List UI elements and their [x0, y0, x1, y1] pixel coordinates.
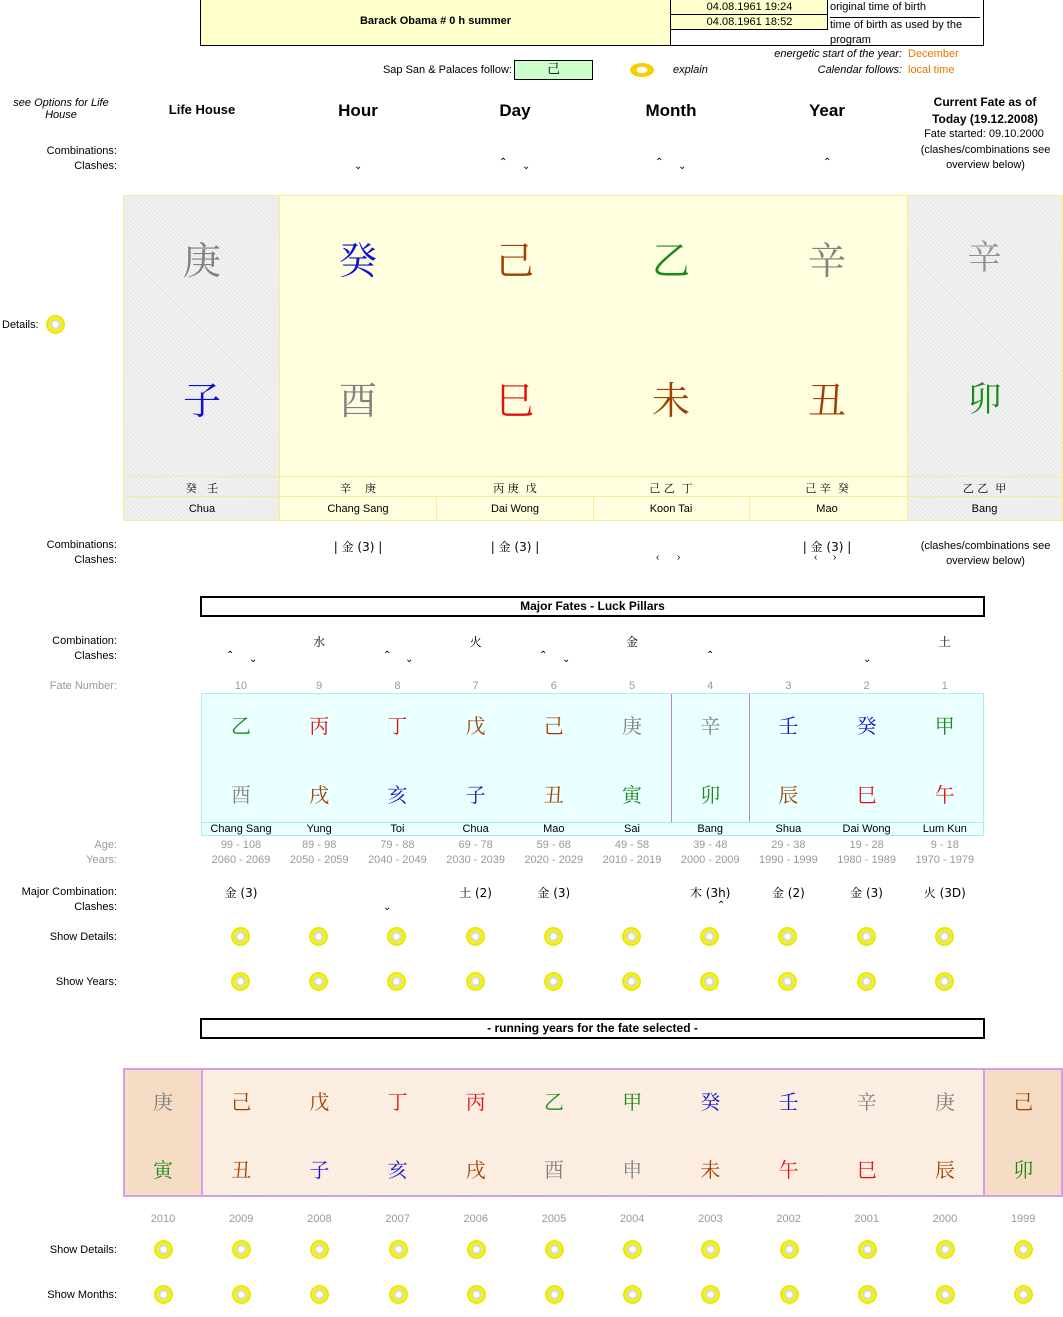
hidden-stems-year: 己 辛 癸 [805, 482, 849, 495]
combinations-label-top: Combinations: [46, 145, 117, 157]
fate-major-combination: 金 (3) [537, 886, 571, 900]
fate-started: Fate started: 09.10.2000 [924, 128, 1044, 140]
run-show-months-radio[interactable] [858, 1285, 877, 1304]
fate-number: 7 [472, 680, 479, 692]
fate-palace: Chua [462, 823, 489, 835]
palace-year: Mao [816, 503, 838, 515]
palace-hour: Chang Sang [327, 503, 389, 515]
show-years-radio[interactable] [466, 972, 485, 991]
fate-years: 2050 - 2059 [289, 854, 349, 866]
hidden-stems-current-fate: 乙 乙 甲 [962, 482, 1007, 495]
major-fates-title: Major Fates - Luck Pillars [200, 596, 985, 617]
fate-major-combination: 火 (3D) [923, 886, 966, 900]
fate-branch: 丑 [543, 783, 564, 807]
show-details-radio[interactable] [309, 927, 328, 946]
fate-years: 1980 - 1989 [837, 854, 896, 866]
combo-year: | 金 (3) | [802, 540, 852, 554]
clash-arrow-down: ⌄ [522, 161, 531, 172]
stem-day: 己 [495, 239, 534, 283]
fate-palace: Lum Kun [922, 823, 967, 835]
running-year-stem: 庚 [935, 1090, 955, 1114]
current-fate-title: Current Fate as of Today (19.12.2008) [932, 95, 1038, 126]
running-year-label: 2009 [228, 1213, 254, 1225]
clash-arrow-left: ‹ [656, 552, 660, 563]
clashes-label-top: Clashes: [74, 160, 117, 172]
fate-branch: 巳 [856, 783, 877, 807]
fate-years: 2000 - 2009 [680, 854, 740, 866]
pillar-title-day: Day [499, 101, 531, 120]
hidden-stems-life-house: 癸 壬 [185, 482, 219, 495]
fate-years-label: Years: [86, 854, 117, 866]
fate-age: 39 - 48 [693, 839, 728, 851]
show-years-radio[interactable] [700, 972, 719, 991]
fate-palace: Bang [697, 823, 724, 835]
fate-palace: Mao [543, 823, 565, 835]
running-year-stem: 己 [1013, 1090, 1034, 1114]
fate-clash-arrow-up: ⌃ [226, 650, 235, 661]
life-house-options-link[interactable]: see Options for Life House [13, 97, 109, 121]
branch-year: 丑 [807, 379, 846, 423]
fate-stem: 丁 [387, 714, 408, 738]
fate-branch: 亥 [387, 783, 408, 807]
clash-arrow-up: ⌃ [655, 157, 664, 168]
combo-hour: | 金 (3) | [333, 540, 383, 554]
run-show-months-radio[interactable] [623, 1285, 642, 1304]
show-details-label: Show Details: [49, 931, 117, 943]
fate-stem: 乙 [231, 714, 251, 738]
fate-clash-arrow-up: ⌃ [706, 650, 715, 661]
fate-branch: 卯 [700, 783, 721, 807]
run-show-details-radio[interactable] [936, 1240, 955, 1259]
fate-branch: 戌 [309, 783, 330, 807]
clash-arrow-right: › [677, 552, 681, 563]
running-year-branch: 子 [309, 1158, 330, 1182]
run-show-details-radio[interactable] [467, 1240, 486, 1259]
fate-major-combination: 木 (3h) [689, 886, 731, 900]
fate-age: 99 - 108 [220, 839, 262, 851]
pillar-title-life-house: Life House [168, 102, 236, 117]
fate-palace: Yung [306, 823, 332, 835]
show-details-radio[interactable] [544, 927, 563, 946]
stem-life-house: 庚 [182, 239, 221, 283]
sapsan-label: Sap San & Palaces follow: [382, 64, 512, 76]
branch-month: 未 [651, 379, 690, 423]
fate-number: 3 [785, 680, 792, 692]
running-year-branch: 酉 [544, 1158, 564, 1182]
fate-combination-label: Combination: [52, 635, 117, 647]
branch-current-fate: 卯 [967, 380, 1002, 420]
hidden-stems-day: 丙 庚 戊 [493, 482, 537, 495]
fate-age-label: Age: [94, 839, 117, 851]
clash-arrow-down: ⌄ [678, 161, 687, 172]
run-show-months-label: Show Months: [47, 1289, 117, 1301]
fate-years: 2060 - 2069 [211, 854, 271, 866]
fate-major-combination: 金 (3) [850, 886, 883, 900]
show-years-label: Show Years: [55, 976, 117, 988]
fate-number: 4 [707, 680, 714, 692]
fate-years: 1990 - 1999 [759, 854, 818, 866]
fate-age: 29 - 38 [771, 839, 806, 851]
run-show-details-radio[interactable] [389, 1240, 408, 1259]
fate-age: 49 - 58 [614, 839, 650, 851]
running-year-stem: 丙 [465, 1090, 486, 1114]
running-year-branch: 申 [622, 1158, 643, 1182]
show-years-radio[interactable] [231, 972, 250, 991]
run-show-months-radio[interactable] [1014, 1285, 1033, 1304]
run-show-months-radio[interactable] [310, 1285, 329, 1304]
details-label: Details: [2, 319, 39, 331]
show-years-radio[interactable] [387, 972, 406, 991]
run-show-details-radio[interactable] [545, 1240, 564, 1259]
fate-palace: Dai Wong [842, 823, 891, 835]
running-year-branch: 午 [778, 1158, 799, 1182]
running-year-label: 2004 [619, 1213, 645, 1225]
fate-number-label: Fate Number: [49, 680, 117, 692]
run-show-months-radio[interactable] [545, 1285, 564, 1304]
running-year-label: 2000 [932, 1213, 958, 1225]
stem-hour: 癸 [338, 239, 377, 283]
fate-branch: 寅 [622, 783, 642, 807]
fate-clash-arrow-down: ⌄ [249, 654, 258, 665]
fate-number: 8 [394, 680, 401, 692]
calendar-value: local time [908, 64, 955, 76]
combo-day: | 金 (3) | [490, 540, 540, 554]
fate-stem: 甲 [934, 714, 955, 738]
fate-age: 69 - 78 [458, 839, 493, 851]
clashes-label-bottom: Clashes: [74, 554, 117, 566]
running-year-label: 2001 [854, 1213, 880, 1225]
fate-stem: 庚 [622, 714, 642, 738]
fate-major-combination: 金 (2) [771, 886, 805, 900]
branch-day: 巳 [495, 379, 534, 423]
fate-years: 1970 - 1979 [915, 854, 975, 866]
sapsan-select[interactable]: 己 [514, 60, 593, 80]
palace-day: Dai Wong [490, 503, 540, 515]
fate-palace: Shua [775, 823, 802, 835]
clash-arrow-left: ‹ [814, 552, 818, 563]
fate-branch: 午 [934, 783, 955, 807]
overview-note-bottom: (clashes/combinations see overview below) [920, 540, 1051, 567]
running-year-branch: 卯 [1013, 1158, 1034, 1182]
fate-branch: 辰 [778, 783, 799, 807]
palace-current-fate: Bang [971, 503, 998, 515]
fate-age: 59 - 68 [536, 839, 571, 851]
stem-current-fate: 辛 [967, 238, 1002, 278]
running-year-branch: 寅 [153, 1158, 173, 1182]
run-show-details-radio[interactable] [232, 1240, 251, 1259]
fate-element: 金 [625, 635, 638, 649]
show-details-radio[interactable] [622, 927, 641, 946]
fate-palace: Chang Sang [210, 823, 272, 835]
fate-clash-arrow-down: ⌄ [405, 654, 414, 665]
explain-button[interactable] [630, 63, 654, 77]
branch-life-house: 子 [182, 379, 221, 423]
running-year-label: 2010 [150, 1213, 176, 1225]
explain-label: explain [673, 64, 708, 76]
run-show-months-radio[interactable] [232, 1285, 251, 1304]
running-year-stem: 己 [231, 1090, 252, 1114]
fate-clash-arrow-up: ⌃ [383, 650, 392, 661]
run-show-details-radio[interactable] [154, 1240, 173, 1259]
branch-hour: 酉 [338, 379, 377, 423]
pillar-title-year: Year [809, 101, 845, 120]
running-year-branch: 辰 [935, 1158, 955, 1182]
fate-clashes-label: Clashes: [74, 650, 117, 662]
major-clash-arrow-up: ⌃ [717, 900, 726, 911]
fate-years: 2040 - 2049 [368, 854, 427, 866]
run-show-details-radio[interactable] [701, 1240, 720, 1259]
pillar-title-hour: Hour [338, 101, 378, 120]
major-clashes-label: Clashes: [74, 901, 117, 913]
time2-value: 04.08.1961 18:52 [706, 16, 793, 28]
fate-clash-arrow-down: ⌄ [562, 654, 571, 665]
show-years-radio[interactable] [544, 972, 563, 991]
clash-arrow-right: › [833, 552, 837, 563]
clash-arrow-up: ⌃ [499, 157, 508, 168]
run-show-months-radio[interactable] [154, 1285, 173, 1304]
show-years-radio[interactable] [857, 972, 876, 991]
stem-month: 乙 [651, 239, 690, 283]
run-show-details-radio[interactable] [780, 1240, 799, 1259]
fate-years: 2030 - 2039 [446, 854, 505, 866]
show-years-radio[interactable] [778, 972, 797, 991]
run-show-details-radio[interactable] [1014, 1240, 1033, 1259]
running-year-label: 1999 [1010, 1213, 1036, 1225]
running-year-label: 2006 [463, 1213, 489, 1225]
person-name: Barack Obama # 0 h summer [359, 15, 512, 27]
fate-element: 火 [469, 635, 482, 649]
running-year-branch: 未 [700, 1158, 721, 1182]
hidden-stems-hour: 辛 庚 [340, 482, 376, 495]
run-show-details-radio[interactable] [623, 1240, 642, 1259]
fate-age: 9 - 18 [930, 839, 959, 851]
running-year-stem: 壬 [778, 1090, 799, 1114]
fate-stem: 癸 [856, 714, 877, 738]
fate-branch: 子 [465, 783, 486, 807]
show-years-radio[interactable] [309, 972, 328, 991]
fate-stem: 戊 [465, 714, 486, 738]
show-years-radio[interactable] [622, 972, 641, 991]
major-combination-label: Major Combination: [21, 886, 117, 898]
running-year-stem: 庚 [153, 1090, 173, 1114]
fate-age: 79 - 88 [380, 839, 415, 851]
running-year-stem: 乙 [544, 1090, 564, 1114]
run-show-details-radio[interactable] [310, 1240, 329, 1259]
running-year-branch: 亥 [387, 1158, 408, 1182]
clash-arrow-down: ⌄ [354, 161, 363, 172]
run-show-months-radio[interactable] [780, 1285, 799, 1304]
running-year-branch: 巳 [856, 1158, 877, 1182]
palace-month: Koon Tai [649, 503, 693, 515]
running-year-stem: 辛 [856, 1090, 877, 1114]
running-year-stem: 戊 [309, 1090, 330, 1114]
show-details-radio[interactable] [387, 927, 406, 946]
fate-number: 1 [941, 680, 948, 692]
clash-arrow-up: ⌃ [823, 157, 832, 168]
fate-number: 5 [628, 680, 636, 692]
fate-stem: 壬 [778, 714, 799, 738]
major-clash-arrow-down: ⌄ [383, 902, 392, 913]
fate-clash-arrow-up: ⌃ [539, 650, 548, 661]
running-years-title: - running years for the fate selected - [200, 1018, 985, 1039]
show-details-radio[interactable] [700, 927, 719, 946]
palace-life-house: Chua [188, 503, 216, 515]
fate-age: 19 - 28 [849, 839, 884, 851]
fate-major-combination: 金 (3) [224, 886, 258, 900]
running-year-stem: 癸 [700, 1090, 721, 1114]
running-year-label: 2008 [307, 1213, 332, 1225]
fate-element: 土 [938, 635, 951, 649]
fate-element: 水 [313, 635, 326, 649]
running-year-stem: 丁 [387, 1090, 408, 1114]
running-year-stem: 甲 [622, 1090, 643, 1114]
calendar-label: Calendar follows: [817, 64, 902, 76]
details-radio[interactable] [46, 315, 65, 334]
fate-number: 6 [550, 680, 557, 692]
fate-stem: 己 [543, 714, 564, 738]
running-year-label: 2003 [698, 1213, 723, 1225]
hidden-stems-month: 己 乙 丁 [649, 482, 693, 495]
running-year-label: 2002 [776, 1213, 801, 1225]
energetic-value: December [908, 48, 959, 60]
time1-label: original time of birth [830, 1, 926, 13]
running-year-label: 2005 [541, 1213, 567, 1225]
time2-label: time of birth as used by the program [830, 17, 980, 48]
fate-major-combination: 土 (2) [459, 886, 492, 900]
stem-year: 辛 [807, 239, 846, 283]
running-year-branch: 丑 [231, 1158, 252, 1182]
fate-branch: 酉 [231, 783, 251, 807]
show-details-radio[interactable] [778, 927, 797, 946]
show-details-radio[interactable] [231, 927, 250, 946]
run-show-months-radio[interactable] [389, 1285, 408, 1304]
fate-stem: 丙 [309, 714, 330, 738]
fate-palace: Toi [390, 823, 405, 835]
fate-number: 10 [234, 680, 248, 692]
energetic-label: energetic start of the year: [774, 48, 902, 60]
running-year-label: 2007 [385, 1213, 410, 1225]
running-year-branch: 戌 [465, 1158, 486, 1182]
show-details-radio[interactable] [857, 927, 876, 946]
overview-note-top: (clashes/combinations see overview below) [920, 144, 1051, 171]
run-show-months-radio[interactable] [936, 1285, 955, 1304]
fate-clash-arrow-down: ⌄ [863, 654, 872, 665]
run-show-months-radio[interactable] [467, 1285, 486, 1304]
fate-age: 89 - 98 [302, 839, 337, 851]
pillar-title-month: Month [645, 101, 697, 120]
fate-number: 2 [863, 680, 870, 692]
run-show-details-label: Show Details: [49, 1244, 117, 1256]
run-show-details-radio[interactable] [858, 1240, 877, 1259]
fate-number: 9 [316, 680, 323, 692]
show-details-radio[interactable] [935, 927, 954, 946]
time1-value: 04.08.1961 19:24 [706, 1, 793, 13]
show-details-radio[interactable] [466, 927, 485, 946]
combinations-label-bottom: Combinations: [46, 539, 117, 551]
fate-years: 2020 - 2029 [524, 854, 584, 866]
run-show-months-radio[interactable] [701, 1285, 720, 1304]
show-years-radio[interactable] [935, 972, 954, 991]
fate-years: 2010 - 2019 [602, 854, 662, 866]
fate-stem: 辛 [700, 714, 721, 738]
fate-palace: Sai [624, 823, 640, 835]
